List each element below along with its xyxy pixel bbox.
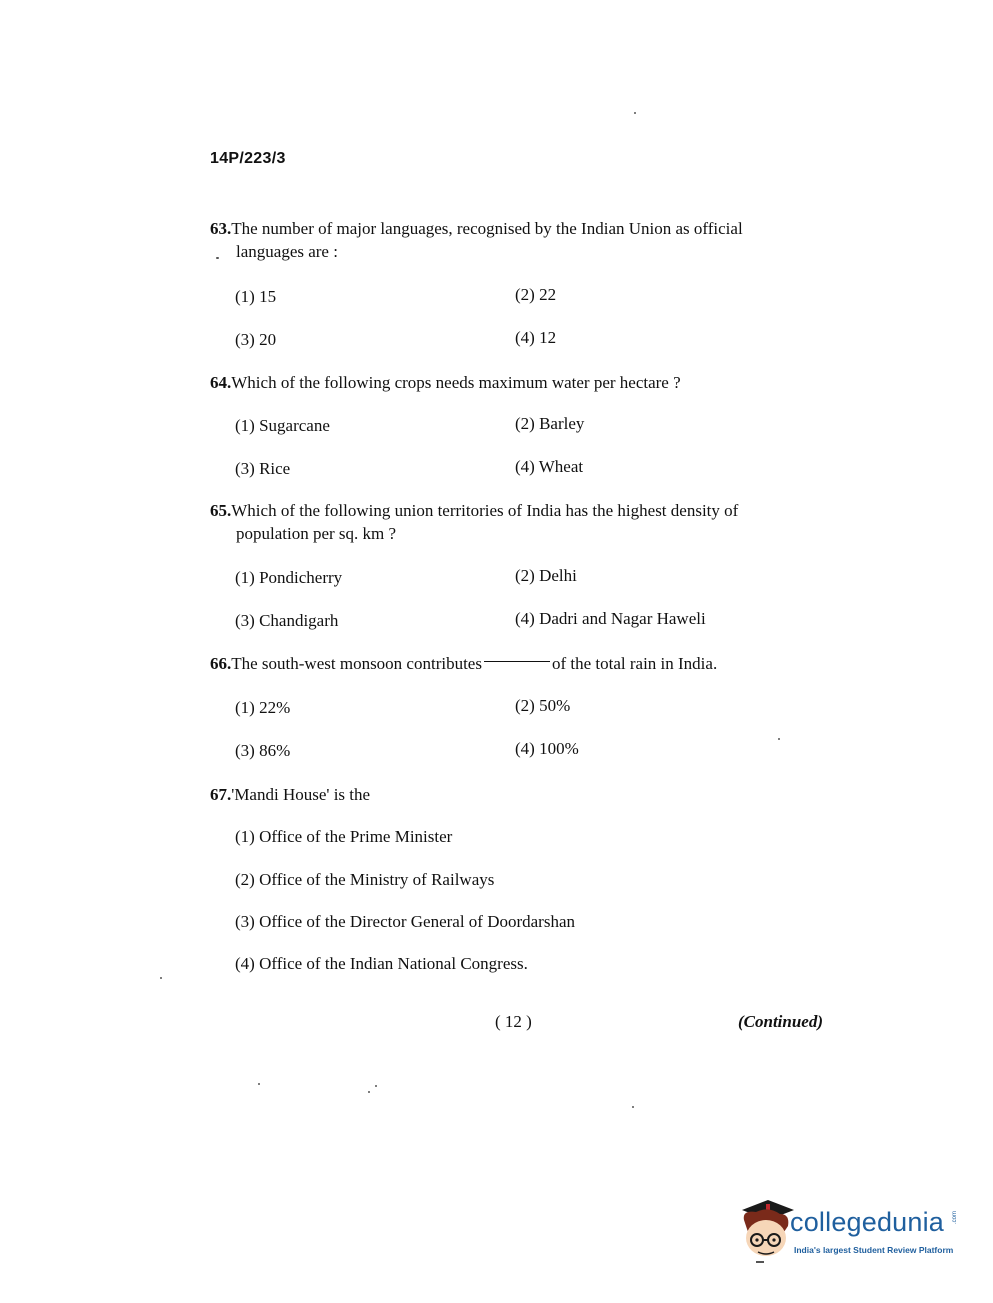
option-66-1: (1) 22%: [235, 698, 291, 717]
question-text-continued: languages are :: [236, 242, 338, 261]
fill-blank-line: [484, 661, 550, 662]
option-67-1: (1) Office of the Prime Minister: [235, 827, 453, 846]
question-number: 63.: [210, 219, 232, 238]
question-text: 'Mandi House' is the: [231, 785, 371, 804]
option-65-1: (1) Pondicherry: [235, 568, 343, 587]
page-number: ( 12 ): [495, 1012, 532, 1031]
option-65-4: (4) Dadri and Nagar Haweli: [515, 609, 706, 628]
option-64-3: (3) Rice: [235, 459, 291, 478]
watermark-brand: collegedunia: [790, 1207, 945, 1237]
scan-speck: [368, 1091, 370, 1093]
option-66-4: (4) 100%: [515, 739, 579, 758]
option-66-2: (2) 50%: [515, 696, 571, 715]
option-63-2: (2) 22: [515, 285, 557, 304]
scan-speck: [258, 1083, 260, 1085]
question-text: Which of the following crops needs maximum water per hectare ?: [231, 373, 681, 392]
question-63: [210, 217, 825, 263]
scan-speck: [216, 257, 219, 259]
question-number: 66.: [210, 654, 232, 673]
scan-speck: [160, 977, 162, 979]
option-63-3: (3) 20: [235, 330, 277, 349]
option-67-3: (3) Office of the Director General of Doordarshan: [235, 912, 576, 931]
question-text: The south-west monsoon contributes: [231, 654, 482, 673]
option-63-4: (4) 12: [515, 328, 557, 347]
question-66: [210, 652, 825, 675]
option-67-2: (2) Office of the Ministry of Railways: [235, 870, 495, 889]
scan-speck: [632, 1106, 634, 1108]
watermark-tagline: India's largest Student Review Platform: [794, 1245, 954, 1255]
scan-speck: [375, 1085, 377, 1087]
question-number: 65.: [210, 501, 232, 520]
question-65: [210, 499, 825, 545]
watermark-tld: .com: [952, 1210, 958, 1224]
question-number: 67.: [210, 785, 232, 804]
question-number: 64.: [210, 373, 232, 392]
option-64-4: (4) Wheat: [515, 457, 584, 476]
question-64: [210, 371, 825, 394]
paper-code: 14P/223/3: [210, 150, 286, 167]
question-text: Which of the following union territories of India has the highest density of: [231, 501, 739, 520]
question-text-continued: population per sq. km ?: [236, 524, 397, 543]
option-67-4: (4) Office of the Indian National Congress.: [235, 954, 528, 973]
option-64-2: (2) Barley: [515, 414, 585, 433]
option-66-3: (3) 86%: [235, 741, 291, 760]
question-text: The number of major languages, recognised by the Indian Union as official: [231, 219, 743, 238]
scan-speck: [634, 112, 636, 114]
question-67: [210, 783, 825, 806]
option-63-1: (1) 15: [235, 287, 277, 306]
continued-label: (Continued): [738, 1012, 824, 1031]
question-text-after-blank: of the total rain in India.: [551, 654, 718, 673]
scan-speck: [778, 738, 780, 740]
option-64-1: (1) Sugarcane: [235, 416, 330, 435]
option-65-2: (2) Delhi: [515, 566, 577, 585]
option-65-3: (3) Chandigarh: [235, 611, 339, 630]
